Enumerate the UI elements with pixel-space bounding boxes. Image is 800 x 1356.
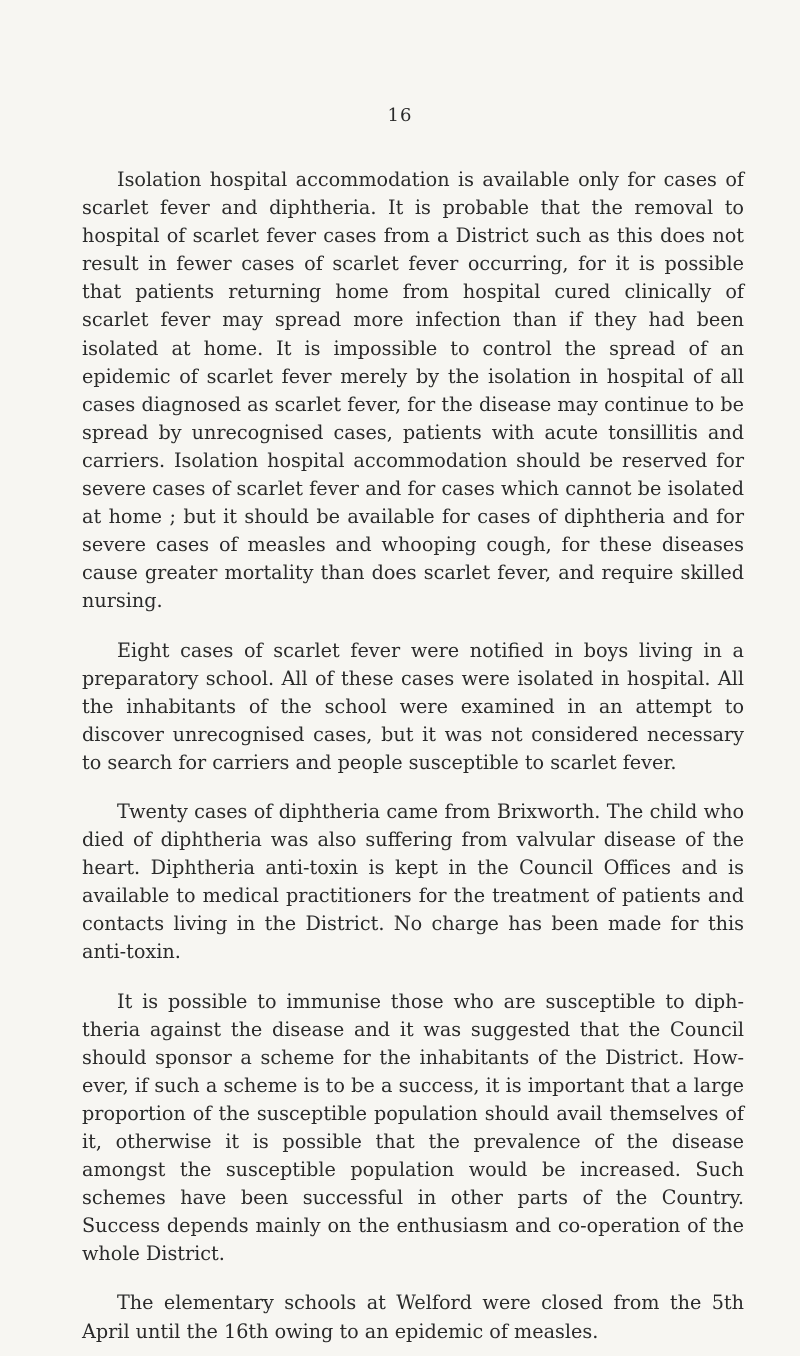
paragraph-diphtheria-brixworth: Twenty cases of diphtheria came from Brixworth. The child who died of diphtheria was also suffering from valvular disease of the heart. Diphtheria anti-toxin is kept in the Council Offices and is available to medical practitioners for the treatment of patients and contacts living in the District. No charge has been made for this anti-toxin. — [82, 799, 744, 964]
body-text — [82, 166, 744, 1346]
paragraph-welford-schools: The elementary schools at Welford were closed from the 5th April until the 16th owing to an epidemic of measles. — [82, 1291, 744, 1343]
paragraph-isolation-hospital: Isolation hospital accommodation is available only for cases of scarlet fever and diphtheria. It is probable that the removal to hospital of scarlet fever cases from a District such as this does not result in fewer cases of scarlet fever occurring, for it is possible that patients returning home from hospital cured clinically of scarlet fever may spread more infection than if they had been isolated at home. It is impossible to control the spread of an epidemic of scarlet fever merely by the isolation in hospital of all cases diagnosed as scarlet fever, for the disease may continue to be spread by unrecognised cases, patients with acute tonsillitis and carriers. Isolation hospital accommodation should be reserved for severe cases of scarlet fever and for cases which cannot be isolated at home ; but it should be available for cases of diphtheria and for severe cases of measles and whooping cough, for these diseases cause greater mortality than does scarlet fever, and require skilled nursing. — [82, 168, 744, 613]
paragraph-immunisation-scheme: It is possible to immunise those who are susceptible to diph-theria against the disease and it was suggested that the Council should sponsor a scheme for the inhabitants of the District. How-ever, if such a scheme is to be a success, it is important that a large proportion of the susceptible population should avail themselves of it, otherwise it is possible that the prevalence of the disease amongst the susceptible population would be increased. Such schemes have been successful in other parts of the Country. Success depends mainly on the enthusiasm and co-operation of the whole District. — [82, 989, 744, 1266]
paragraph-preparatory-school: Eight cases of scarlet fever were notified in boys living in a preparatory school. All of these cases were isolated in hospital. All the inhabitants of the school were examined in an attempt to discover unrecognised cases, but it was not considered necessary to search for carriers and people susceptible to scarlet fever. — [82, 638, 744, 774]
page-number: 16 — [387, 105, 413, 126]
